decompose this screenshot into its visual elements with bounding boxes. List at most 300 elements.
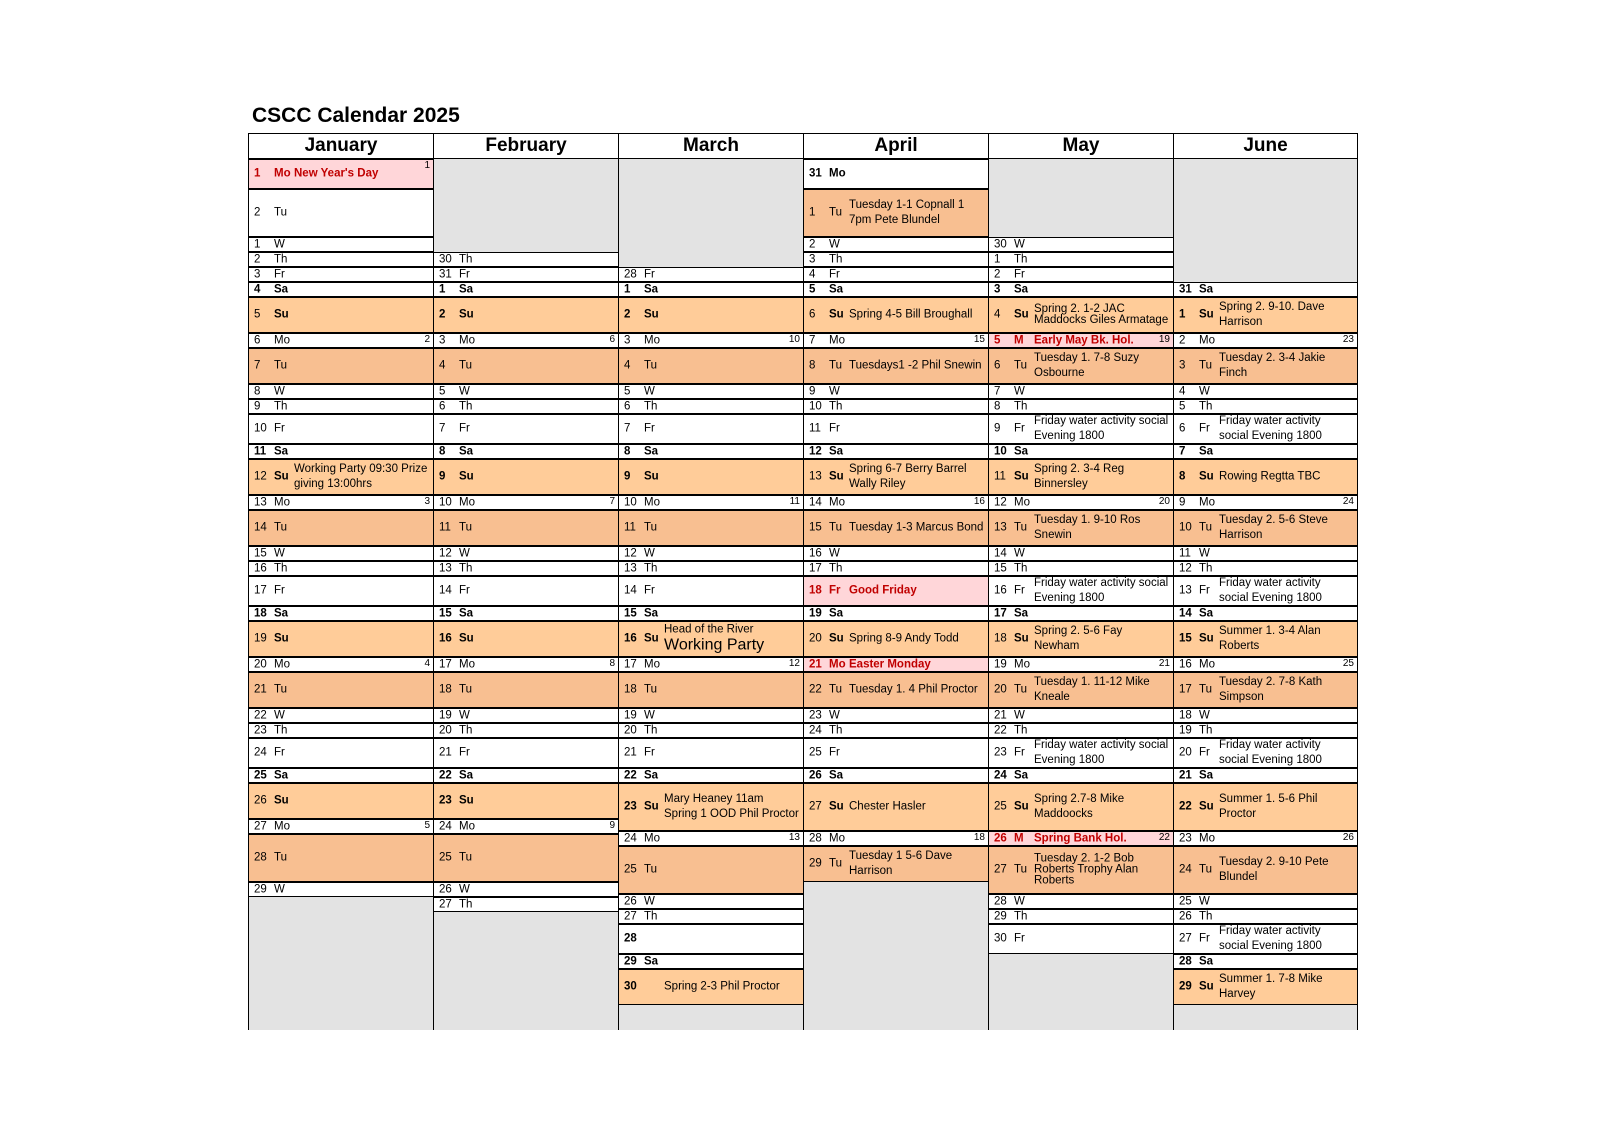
day-row[interactable]: [249, 561, 433, 576]
day-row[interactable]: [1174, 909, 1357, 924]
day-number: 13: [994, 521, 1007, 534]
day-row[interactable]: [249, 672, 433, 708]
weekday-label: Fr: [829, 746, 840, 759]
day-row[interactable]: [619, 831, 803, 846]
day-row[interactable]: [804, 846, 988, 882]
day-row[interactable]: [989, 657, 1173, 672]
event-text: Mary Heaney 11am Spring 1 OOD Phil Proctor: [664, 793, 799, 820]
day-row[interactable]: [434, 282, 618, 297]
day-row[interactable]: [619, 459, 803, 495]
event-text: Easter Monday: [849, 658, 931, 670]
day-row[interactable]: [434, 459, 618, 495]
weekday-label: Th: [459, 724, 473, 736]
day-row[interactable]: [434, 768, 618, 783]
day-row[interactable]: [1174, 969, 1357, 1005]
day-row[interactable]: [989, 237, 1173, 252]
day-row[interactable]: [434, 897, 618, 912]
day-number: 21: [439, 746, 452, 759]
day-row[interactable]: [989, 399, 1173, 414]
day-row[interactable]: [434, 576, 618, 606]
month-header-row: [248, 133, 1360, 159]
day-row[interactable]: [989, 510, 1173, 546]
day-row[interactable]: [989, 282, 1173, 297]
weekday-label: Sa: [1199, 445, 1214, 457]
day-row[interactable]: [619, 333, 803, 348]
day-number: 23: [624, 800, 637, 813]
day-row[interactable]: [804, 384, 988, 399]
day-number: 18: [254, 607, 267, 619]
day-row[interactable]: [1174, 831, 1357, 846]
day-row[interactable]: [434, 723, 618, 738]
week-number: 11: [789, 496, 800, 507]
day-row[interactable]: [619, 924, 803, 954]
day-row[interactable]: [1174, 282, 1357, 297]
weekday-label: Su: [1199, 308, 1214, 321]
day-number: 31: [439, 268, 452, 280]
day-row[interactable]: [619, 657, 803, 672]
day-row[interactable]: [804, 621, 988, 657]
day-row[interactable]: [619, 768, 803, 783]
day-row[interactable]: [804, 159, 988, 189]
day-row[interactable]: [804, 333, 988, 348]
weekday-label: Sa: [829, 445, 844, 457]
day-number: 2: [254, 253, 261, 265]
event-text-line: Working Party: [664, 636, 765, 654]
day-row[interactable]: [989, 909, 1173, 924]
day-row[interactable]: [1174, 621, 1357, 657]
day-number: 14: [1179, 607, 1192, 619]
day-row[interactable]: [1174, 546, 1357, 561]
day-row[interactable]: [249, 657, 433, 672]
day-row[interactable]: [1174, 723, 1357, 738]
day-number: 7: [254, 359, 261, 372]
day-row[interactable]: [1174, 657, 1357, 672]
day-row[interactable]: [989, 831, 1173, 846]
day-number: 18: [624, 683, 637, 696]
day-number: 10: [809, 400, 822, 412]
weekday-label: Fr: [644, 268, 655, 280]
day-row[interactable]: [804, 561, 988, 576]
day-number: 19: [624, 709, 637, 721]
day-row[interactable]: [804, 252, 988, 267]
day-row[interactable]: [619, 444, 803, 459]
day-row[interactable]: [1174, 606, 1357, 621]
day-row[interactable]: [434, 444, 618, 459]
day-row[interactable]: [619, 384, 803, 399]
day-row[interactable]: [619, 672, 803, 708]
weekday-label: Sa: [1014, 445, 1029, 457]
day-row[interactable]: [989, 783, 1173, 831]
day-row[interactable]: [249, 267, 433, 282]
weekday-label: Sa: [1199, 607, 1214, 619]
day-row[interactable]: [619, 576, 803, 606]
day-number: 5: [809, 283, 816, 295]
month-column-april: [803, 159, 988, 1030]
day-row[interactable]: [804, 576, 988, 606]
day-row[interactable]: [1174, 384, 1357, 399]
day-row[interactable]: [804, 510, 988, 546]
day-row[interactable]: [249, 576, 433, 606]
day-row[interactable]: [619, 894, 803, 909]
day-row[interactable]: [434, 606, 618, 621]
day-row[interactable]: [619, 561, 803, 576]
day-number: 13: [439, 562, 452, 574]
day-row[interactable]: [619, 414, 803, 444]
event-text: Tuesday 1. 11-12 Mike Kneale: [1034, 676, 1150, 703]
day-row[interactable]: [249, 333, 433, 348]
day-row[interactable]: [619, 954, 803, 969]
day-row[interactable]: [249, 495, 433, 510]
day-row[interactable]: [1174, 768, 1357, 783]
day-number: 27: [994, 863, 1007, 876]
day-row[interactable]: [619, 846, 803, 894]
day-row[interactable]: [434, 267, 618, 282]
weekday-label: Sa: [274, 769, 289, 781]
day-row[interactable]: [989, 333, 1173, 348]
day-number: 11: [439, 521, 451, 534]
day-number: 14: [809, 496, 822, 508]
day-row[interactable]: [804, 831, 988, 846]
day-number: 13: [1179, 584, 1192, 597]
day-row[interactable]: [989, 495, 1173, 510]
day-row[interactable]: [619, 909, 803, 924]
day-row[interactable]: [804, 267, 988, 282]
weekday-label: W: [1199, 895, 1210, 907]
day-row[interactable]: [434, 657, 618, 672]
day-row[interactable]: [989, 894, 1173, 909]
day-row[interactable]: [249, 834, 433, 882]
day-row[interactable]: [249, 297, 433, 333]
week-number: 18: [973, 832, 985, 843]
day-row[interactable]: [989, 459, 1173, 495]
day-row[interactable]: [619, 267, 803, 282]
day-row[interactable]: [989, 606, 1173, 621]
day-row[interactable]: [989, 621, 1173, 657]
weekday-label: Mo: [1014, 658, 1030, 670]
day-row[interactable]: [804, 189, 988, 237]
day-number: 10: [1179, 521, 1192, 534]
weekday-label: Th: [459, 253, 473, 265]
day-row[interactable]: [249, 819, 433, 834]
weekday-label: Su: [1014, 800, 1029, 813]
day-row[interactable]: [434, 333, 618, 348]
day-number: 19: [439, 709, 452, 721]
weekday-label: Fr: [1014, 746, 1025, 759]
day-row[interactable]: [434, 834, 618, 882]
day-row[interactable]: [434, 384, 618, 399]
day-number: 1: [624, 283, 631, 295]
day-row[interactable]: [804, 672, 988, 708]
day-row[interactable]: [434, 414, 618, 444]
day-row[interactable]: [619, 297, 803, 333]
weekday-label: W: [829, 709, 840, 721]
day-row[interactable]: [434, 672, 618, 708]
day-row[interactable]: [434, 510, 618, 546]
day-row[interactable]: [249, 459, 433, 495]
day-row[interactable]: [1174, 459, 1357, 495]
day-number: 24: [254, 746, 267, 759]
day-row[interactable]: [804, 723, 988, 738]
day-row[interactable]: [1174, 348, 1357, 384]
day-number: 16: [624, 632, 637, 645]
day-row[interactable]: [989, 414, 1173, 444]
day-row[interactable]: [804, 297, 988, 333]
day-number: 26: [809, 769, 822, 781]
day-row[interactable]: [989, 348, 1173, 384]
day-row[interactable]: [434, 621, 618, 657]
weekday-label: Th: [1014, 400, 1028, 412]
day-row[interactable]: [434, 708, 618, 723]
weekday-label: Mo: [459, 658, 475, 670]
weekday-label: Tu: [274, 359, 287, 372]
day-row[interactable]: [249, 546, 433, 561]
day-row[interactable]: [804, 546, 988, 561]
day-row[interactable]: [989, 297, 1173, 333]
day-row[interactable]: [804, 495, 988, 510]
day-row[interactable]: [1174, 708, 1357, 723]
day-row[interactable]: [1174, 495, 1357, 510]
day-row[interactable]: [1174, 444, 1357, 459]
weekday-label: Fr: [644, 584, 655, 597]
day-number: 2: [809, 238, 816, 250]
day-row[interactable]: [434, 738, 618, 768]
event-text: Tuesday 2. 9-10 Pete Blundel: [1219, 856, 1329, 883]
day-row[interactable]: [619, 510, 803, 546]
event-text: Rowing Regtta TBC: [1219, 470, 1321, 483]
day-row[interactable]: [804, 444, 988, 459]
calendar-grid: [248, 159, 1360, 1030]
day-row[interactable]: [249, 384, 433, 399]
day-number: 30: [439, 253, 452, 265]
day-row[interactable]: [434, 819, 618, 834]
weekday-label: Fr: [1014, 268, 1025, 280]
weekday-label: Th: [1199, 724, 1213, 736]
day-row[interactable]: [434, 252, 618, 267]
day-row[interactable]: [989, 672, 1173, 708]
day-row[interactable]: [1174, 297, 1357, 333]
day-number: 27: [1179, 932, 1192, 945]
event-text: Spring 2. 3-4 Reg Binnersley: [1034, 463, 1125, 490]
day-row[interactable]: [249, 621, 433, 657]
day-row[interactable]: [989, 768, 1173, 783]
day-row[interactable]: [989, 384, 1173, 399]
day-row[interactable]: [989, 576, 1173, 606]
day-row[interactable]: [1174, 414, 1357, 444]
day-number: 23: [994, 746, 1007, 759]
weekday-label: Tu: [1014, 359, 1027, 372]
day-number: 26: [624, 895, 637, 907]
day-row[interactable]: [804, 768, 988, 783]
day-row[interactable]: [249, 252, 433, 267]
day-row[interactable]: [619, 546, 803, 561]
day-row[interactable]: [249, 348, 433, 384]
day-row[interactable]: [619, 606, 803, 621]
day-number: 10: [994, 445, 1007, 457]
weekday-label: Tu: [1199, 521, 1212, 534]
day-row[interactable]: [434, 783, 618, 819]
day-number: 24: [624, 832, 637, 844]
day-number: 10: [254, 422, 267, 435]
day-row[interactable]: [434, 561, 618, 576]
day-row[interactable]: [1174, 783, 1357, 831]
weekday-label: W: [644, 895, 655, 907]
weekday-label: Tu: [459, 851, 472, 864]
day-row[interactable]: [804, 282, 988, 297]
weekday-label: Mo: [459, 334, 475, 346]
day-number: 24: [439, 820, 452, 832]
day-row[interactable]: [249, 444, 433, 459]
week-number: 9: [609, 820, 615, 831]
day-row[interactable]: [804, 708, 988, 723]
day-row[interactable]: [619, 495, 803, 510]
day-number: 4: [809, 268, 816, 280]
day-row[interactable]: [249, 282, 433, 297]
day-row[interactable]: [249, 708, 433, 723]
month-column-january: [248, 159, 433, 1030]
day-row[interactable]: [989, 444, 1173, 459]
day-row[interactable]: [619, 348, 803, 384]
weekday-label: Fr: [644, 746, 655, 759]
day-row[interactable]: [434, 495, 618, 510]
day-row[interactable]: [1174, 924, 1357, 954]
weekday-label: Sa: [459, 769, 474, 781]
weekday-label: Sa: [829, 769, 844, 781]
day-row[interactable]: [249, 237, 433, 252]
day-number: 16: [1179, 658, 1192, 670]
day-row[interactable]: [619, 723, 803, 738]
day-number: 12: [809, 445, 822, 457]
day-row[interactable]: [249, 723, 433, 738]
day-row[interactable]: [249, 189, 433, 237]
day-row[interactable]: [619, 621, 803, 657]
day-row[interactable]: [1174, 672, 1357, 708]
day-row[interactable]: [619, 738, 803, 768]
day-number: 11: [809, 422, 821, 435]
day-row[interactable]: [989, 708, 1173, 723]
day-number: 22: [1179, 800, 1192, 813]
day-row[interactable]: [434, 546, 618, 561]
day-row[interactable]: [249, 606, 433, 621]
day-row[interactable]: [989, 546, 1173, 561]
day-row[interactable]: [249, 414, 433, 444]
day-row[interactable]: [989, 924, 1173, 954]
day-row[interactable]: [1174, 954, 1357, 969]
day-number: 1: [994, 253, 1001, 265]
day-row[interactable]: [249, 738, 433, 768]
weekday-label: Fr: [459, 422, 470, 435]
day-row[interactable]: [1174, 561, 1357, 576]
weekday-label: W: [644, 385, 655, 397]
day-row[interactable]: [989, 561, 1173, 576]
day-number: 2: [624, 308, 631, 321]
day-row[interactable]: [434, 399, 618, 414]
day-row[interactable]: [249, 783, 433, 819]
day-number: 4: [624, 359, 631, 372]
day-row[interactable]: [619, 708, 803, 723]
event-text: Tuesday 1-1 Copnall 1 7pm Pete Blundel: [849, 199, 965, 226]
weekday-label: Su: [829, 470, 844, 483]
day-row[interactable]: [619, 783, 803, 831]
day-number: 22: [809, 683, 822, 696]
day-row[interactable]: [804, 459, 988, 495]
day-number: 3: [254, 268, 261, 280]
day-number: 15: [1179, 632, 1192, 645]
day-number: 28: [1179, 955, 1192, 967]
day-row[interactable]: [434, 297, 618, 333]
day-row[interactable]: [804, 399, 988, 414]
weekday-label: Su: [274, 308, 289, 321]
day-number: 2: [254, 206, 261, 219]
day-row[interactable]: [804, 237, 988, 252]
day-row[interactable]: [1174, 894, 1357, 909]
day-row[interactable]: [1174, 399, 1357, 414]
weekday-label: W: [274, 547, 285, 559]
day-row[interactable]: [804, 657, 988, 672]
day-row[interactable]: [619, 282, 803, 297]
day-number: 16: [994, 584, 1007, 597]
day-row[interactable]: [1174, 738, 1357, 768]
day-row[interactable]: [1174, 846, 1357, 894]
day-row[interactable]: [804, 738, 988, 768]
day-row[interactable]: [249, 882, 433, 897]
day-row[interactable]: [804, 414, 988, 444]
day-number: 28: [624, 932, 637, 945]
day-row[interactable]: [989, 252, 1173, 267]
day-number: 6: [1179, 422, 1186, 435]
day-row[interactable]: [619, 969, 803, 1005]
weekday-label: Su: [1014, 632, 1029, 645]
event-text: Good Friday: [849, 584, 917, 597]
day-number: 6: [439, 400, 446, 412]
weekday-label: W: [1014, 895, 1025, 907]
weekday-label: Tu: [459, 521, 472, 534]
event-text: Tuesday 2. 5-6 Steve Harrison: [1219, 514, 1328, 541]
day-number: 2: [994, 268, 1001, 280]
event-text: Spring 2-3 Phil Proctor: [664, 980, 780, 993]
weekday-label: Sa: [459, 283, 474, 295]
weekday-label: W: [1014, 709, 1025, 721]
day-row[interactable]: [804, 783, 988, 831]
day-row[interactable]: [434, 348, 618, 384]
day-row[interactable]: [434, 882, 618, 897]
day-row[interactable]: [989, 738, 1173, 768]
day-row[interactable]: [989, 846, 1173, 894]
day-row[interactable]: [989, 723, 1173, 738]
day-row[interactable]: [1174, 510, 1357, 546]
day-number: 17: [439, 658, 452, 670]
day-number: 22: [254, 709, 267, 721]
day-number: 12: [1179, 562, 1192, 574]
day-number: 10: [624, 496, 637, 508]
day-row[interactable]: [1174, 333, 1357, 348]
day-row[interactable]: [249, 159, 433, 189]
day-row[interactable]: [804, 348, 988, 384]
day-row[interactable]: [249, 768, 433, 783]
week-number: 21: [1158, 658, 1170, 669]
day-number: 3: [439, 334, 446, 346]
week-number: 6: [609, 334, 615, 345]
weekday-label: Tu: [274, 851, 287, 864]
week-number: 26: [1342, 832, 1354, 843]
day-row[interactable]: [249, 399, 433, 414]
weekday-label: Fr: [644, 422, 655, 435]
day-row[interactable]: [1174, 576, 1357, 606]
day-row[interactable]: [619, 399, 803, 414]
day-row[interactable]: [989, 267, 1173, 282]
weekday-label: Th: [1014, 910, 1028, 922]
day-row[interactable]: [249, 510, 433, 546]
day-row[interactable]: [804, 606, 988, 621]
